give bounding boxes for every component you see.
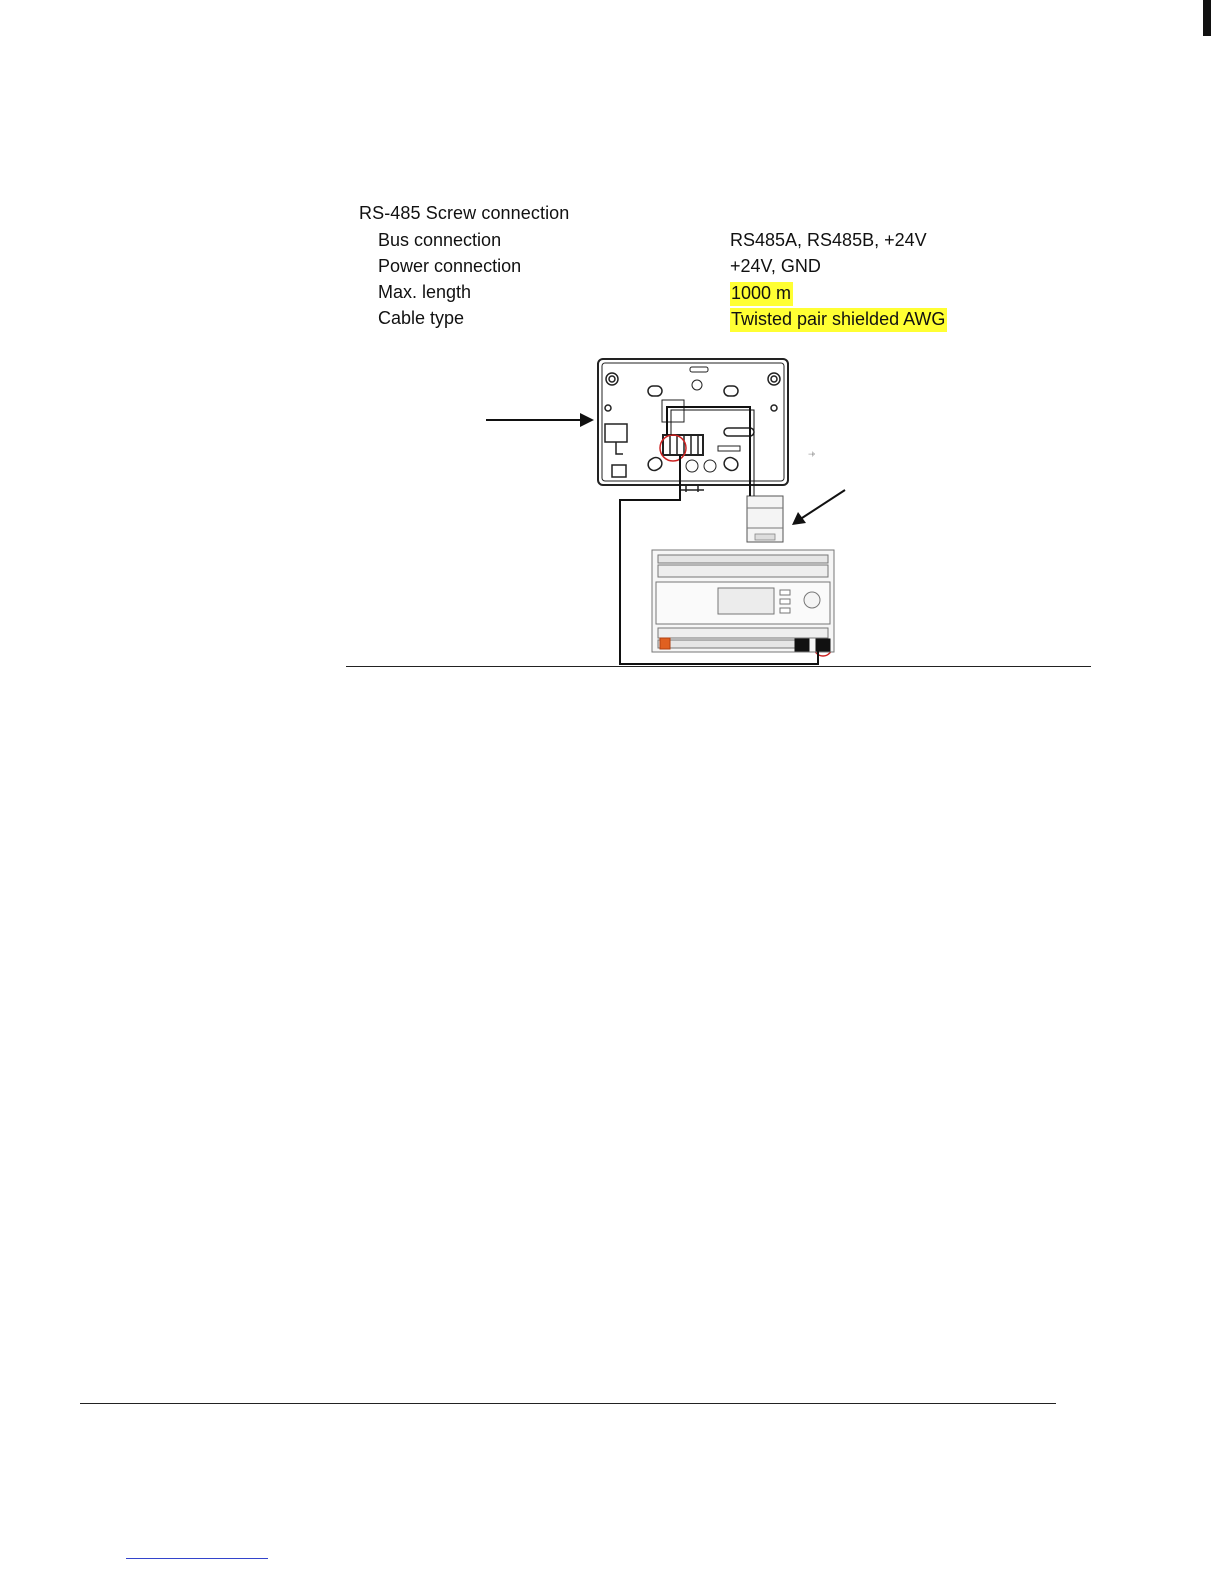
controller-port (816, 639, 830, 651)
spec-row-bus-connection (378, 230, 1078, 256)
spec-title: RS-485 Screw connection (359, 203, 570, 223)
spec-label: Bus connection (378, 230, 502, 250)
mount-hole (605, 405, 611, 411)
section-rule (346, 666, 1091, 667)
footer-link-underline[interactable] (126, 1558, 268, 1559)
controller-port (795, 639, 809, 651)
spec-value-highlighted: 1000 m (730, 282, 793, 306)
wiring-figure (340, 350, 1100, 680)
mount-hole (606, 373, 618, 385)
side-jack (605, 424, 627, 442)
spec-value-highlighted: Twisted pair shielded AWG (730, 308, 947, 332)
footer-rule (80, 1403, 1056, 1404)
arrow-line-right (802, 490, 845, 518)
spec-row-max-length (378, 282, 1078, 308)
spec-label: Max. length (378, 282, 472, 302)
small-mark: ⏚ (808, 450, 817, 458)
page-edge-mark (1203, 0, 1211, 36)
controller-knob (804, 592, 820, 608)
controller-display (718, 588, 774, 614)
controller-unit (652, 550, 834, 652)
wiring-diagram (340, 350, 1100, 680)
mount-hole (771, 405, 777, 411)
spec-label: Cable type (378, 308, 465, 328)
spec-label: Power connection (378, 256, 522, 276)
spec-row-cable-type (378, 308, 1078, 334)
terminal-block (663, 435, 703, 455)
spec-row-power-connection (378, 256, 1078, 282)
spec-value: RS485A, RS485B, +24V (730, 230, 927, 250)
arrow-head-right (792, 512, 806, 525)
spec-value: +24V, GND (730, 256, 821, 276)
arrow-head-left (580, 413, 594, 427)
mount-hole (768, 373, 780, 385)
